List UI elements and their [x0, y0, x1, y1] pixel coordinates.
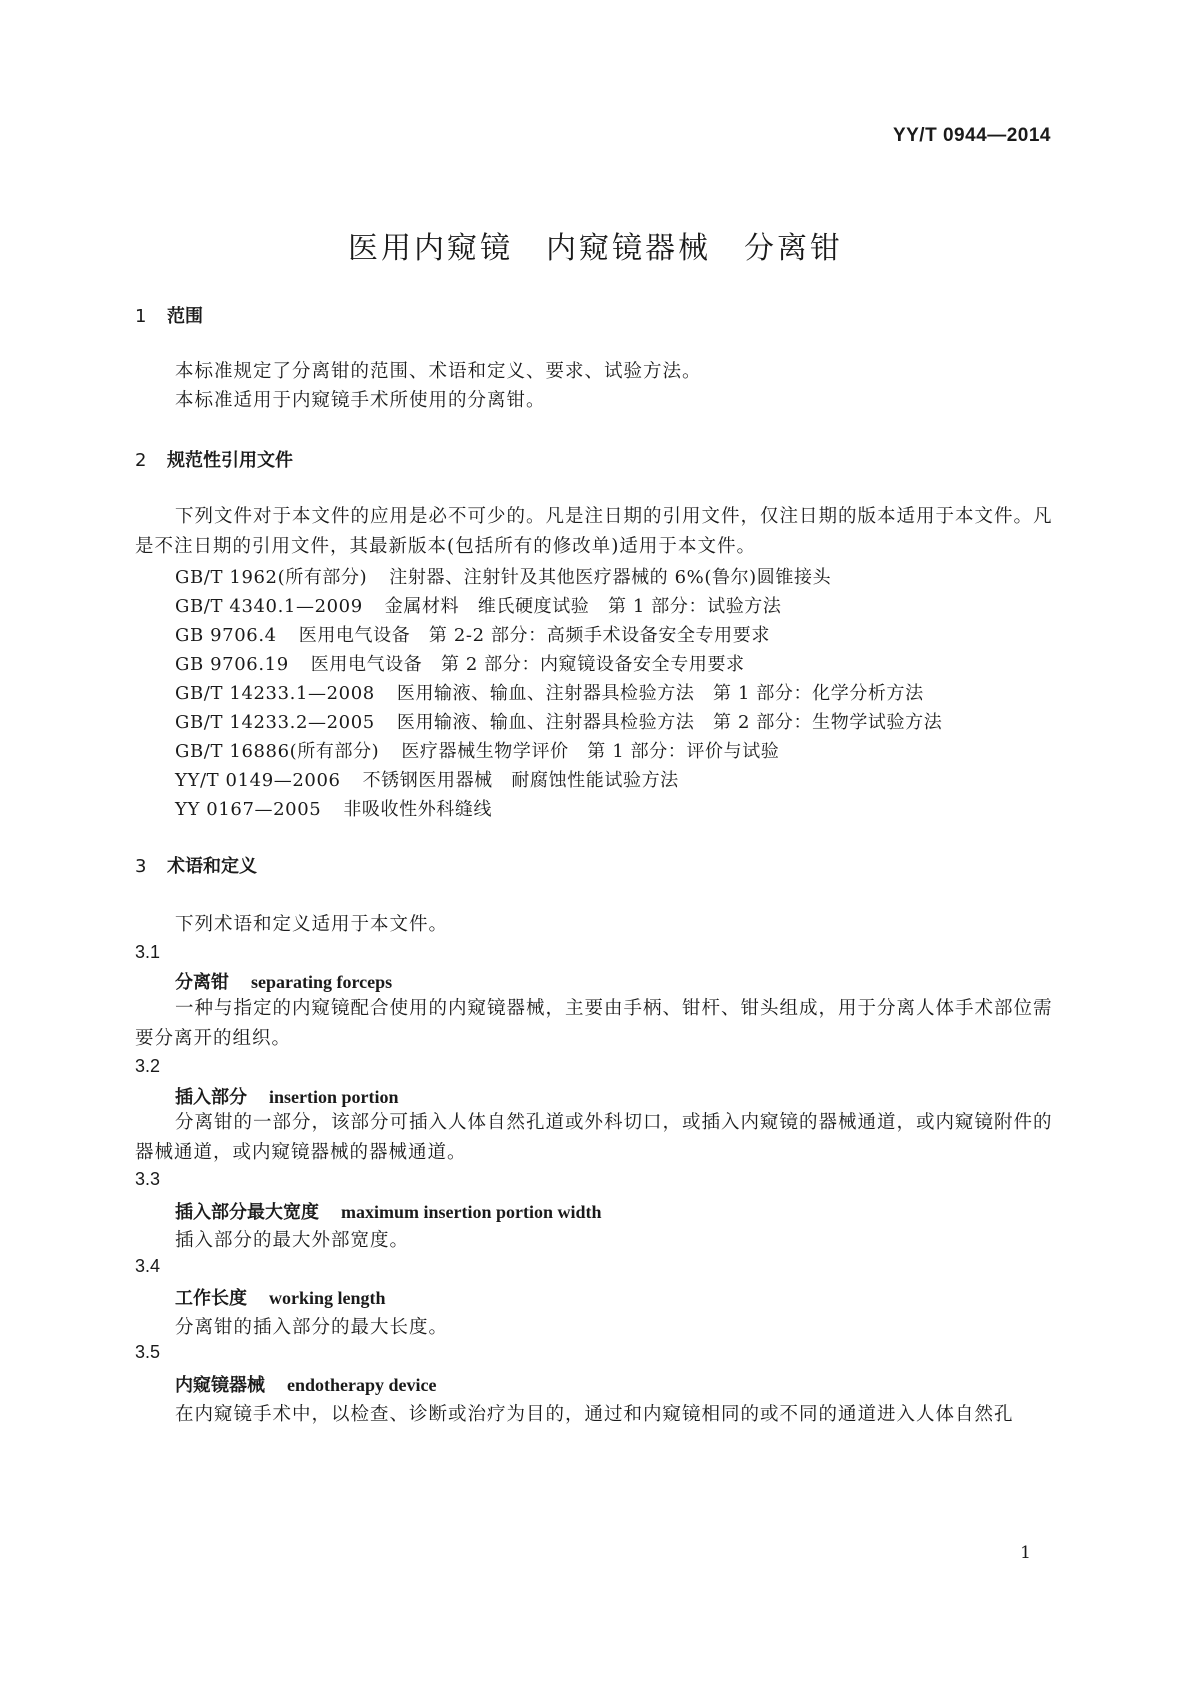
reference-code: GB/T 14233.1—2008: [175, 683, 375, 704]
reference-code: GB/T 1962(所有部分): [175, 567, 368, 588]
reference-code: GB/T 4340.1—2009: [175, 596, 363, 617]
reference-title: 不锈钢医用器械 耐腐蚀性能试验方法: [362, 770, 679, 791]
term-definition: 分离钳的插入部分的最大长度。: [175, 1317, 449, 1338]
reference-item: [175, 737, 779, 763]
section-title: 术语和定义: [167, 856, 257, 877]
reference-title: 金属材料 维氏硬度试验 第 1 部分：试验方法: [384, 596, 782, 617]
term-name: [175, 1198, 602, 1224]
reference-title: 非吸收性外科缝线: [343, 799, 493, 820]
term-cn: 内窥镜器械: [175, 1375, 265, 1396]
reference-title: 医疗器械生物学评价 第 1 部分：评价与试验: [401, 741, 780, 762]
reference-title: 医用电气设备 第 2 部分：内窥镜设备安全专用要求: [310, 654, 745, 675]
reference-item: [175, 766, 679, 792]
term-definition: 分离钳的一部分，该部分可插入人体自然孔道或外科切口，或插入内窥镜的器械通道，或内窥镜附件的器械通道，或内窥镜器械的器械通道。: [135, 1112, 1053, 1163]
term-name: [175, 1083, 399, 1109]
term-name: [175, 1371, 436, 1397]
terms-intro: 下列术语和定义适用于本文件。: [175, 914, 449, 935]
term-number: 3.2: [135, 1056, 161, 1076]
term-number: 3.5: [135, 1342, 161, 1362]
standard-code: YY/T 0944—2014: [892, 125, 1051, 146]
scope-paragraph-2: 本标准适用于内窥镜手术所使用的分离钳。: [175, 390, 546, 411]
reference-code: YY 0167—2005: [175, 799, 322, 820]
reference-code: GB 9706.4: [175, 625, 277, 646]
term-name: [175, 968, 392, 994]
reference-title: 医用输液、输血、注射器具检验方法 第 2 部分：生物学试验方法: [396, 712, 943, 733]
reference-title: 注射器、注射针及其他医疗器械的 6%(鲁尔)圆锥接头: [389, 567, 832, 588]
section-title: 规范性引用文件: [167, 450, 293, 471]
term-en: insertion portion: [269, 1087, 399, 1107]
reference-item: [175, 563, 831, 589]
term-definition: 插入部分的最大外部宽度。: [175, 1230, 410, 1251]
scope-paragraph-1: 本标准规定了分离钳的范围、术语和定义、要求、试验方法。: [175, 361, 702, 382]
reference-item: [175, 592, 782, 618]
term-en: maximum insertion portion width: [341, 1202, 602, 1222]
term-name: [175, 1284, 386, 1310]
reference-code: YY/T 0149—2006: [175, 770, 341, 791]
term-number: 3.4: [135, 1256, 161, 1276]
term-number: 3.3: [135, 1169, 161, 1189]
term-definition: 一种与指定的内窥镜配合使用的内窥镜器械，主要由手柄、钳杆、钳头组成，用于分离人体手术部位需要分离开的组织。: [135, 998, 1053, 1049]
term-definition: 在内窥镜手术中，以检查、诊断或治疗为目的，通过和内窥镜相同的或不同的通道进入人体自然孔: [175, 1404, 1014, 1425]
section-number: 3: [135, 856, 147, 877]
term-cn: 工作长度: [175, 1288, 247, 1309]
term-cn: 分离钳: [175, 972, 229, 993]
references-intro: 下列文件对于本文件的应用是必不可少的。凡是注日期的引用文件，仅注日期的版本适用于本文件。凡是不注日期的引用文件，其最新版本(包括所有的修改单)适用于本文件。: [135, 506, 1053, 557]
reference-item: [175, 650, 745, 676]
reference-title: 医用电气设备 第 2-2 部分：高频手术设备安全专用要求: [298, 625, 770, 646]
reference-code: GB/T 16886(所有部分): [175, 741, 380, 762]
section-1-heading: [135, 302, 203, 328]
term-en: separating forceps: [251, 972, 393, 992]
reference-item: [175, 708, 942, 734]
reference-title: 医用输液、输血、注射器具检验方法 第 1 部分：化学分析方法: [396, 683, 924, 704]
section-number: 2: [135, 450, 147, 471]
term-en: working length: [269, 1288, 386, 1308]
page-number: 1: [1020, 1543, 1031, 1563]
section-2-heading: [135, 446, 293, 472]
document-title: 医用内窥镜 内窥镜器械 分离钳: [348, 231, 843, 266]
term-number: 3.1: [135, 942, 161, 962]
term-cn: 插入部分: [175, 1087, 247, 1108]
term-en: endotherapy device: [287, 1375, 437, 1395]
reference-item: [175, 795, 492, 821]
section-title: 范围: [167, 306, 203, 327]
reference-item: [175, 621, 770, 647]
reference-code: GB/T 14233.2—2005: [175, 712, 375, 733]
reference-item: [175, 679, 924, 705]
term-cn: 插入部分最大宽度: [175, 1202, 319, 1223]
section-number: 1: [135, 306, 147, 327]
section-3-heading: [135, 852, 257, 878]
reference-code: GB 9706.19: [175, 654, 289, 675]
